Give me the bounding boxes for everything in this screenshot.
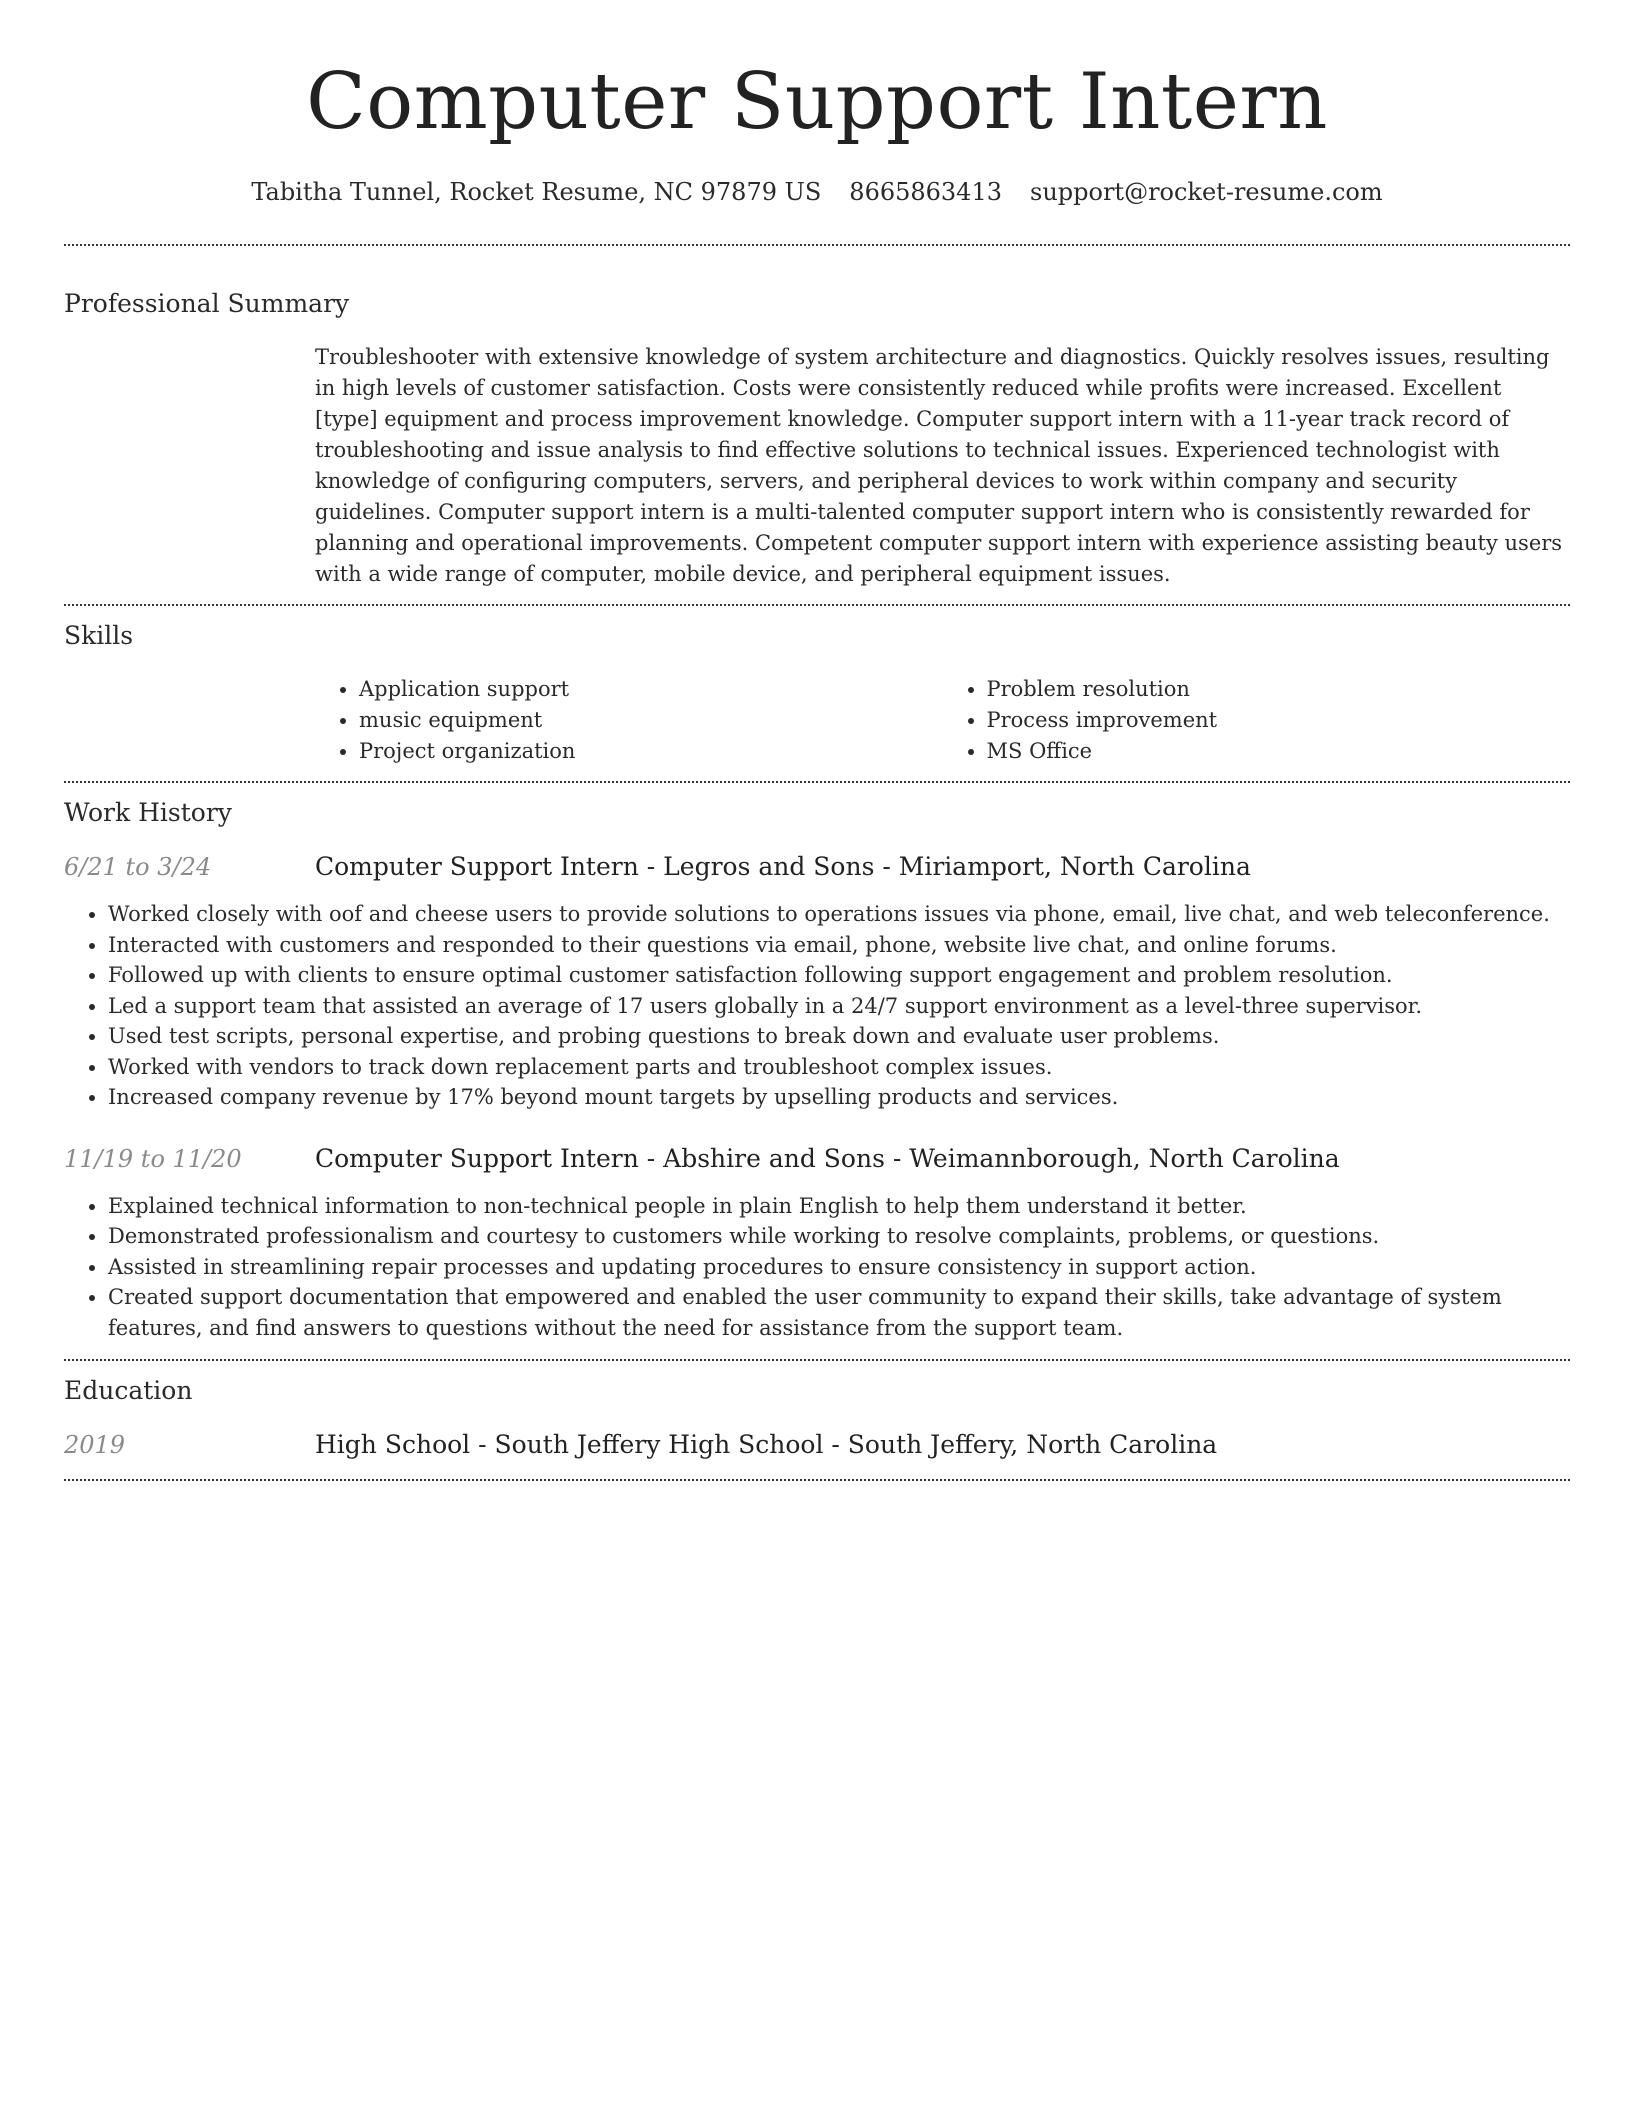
section-heading-work: Work History bbox=[64, 798, 232, 827]
job-dates: 11/19 to 11/20 bbox=[64, 1144, 242, 1173]
education-year: 2019 bbox=[64, 1431, 126, 1459]
job-header-row bbox=[64, 1141, 1570, 1177]
job-bullet: • Interacted with customers and responded to their questions via email, phone, website live chat, and online forums. bbox=[108, 930, 1570, 961]
job-bullet: • Followed up with clients to ensure optimal customer satisfaction following support engagement and problem resolution. bbox=[108, 960, 1570, 991]
job-bullet: • Assisted in streamlining repair processes and updating procedures to ensure consistency in support action. bbox=[108, 1252, 1570, 1283]
contact-email: support@rocket-resume.com bbox=[1030, 178, 1383, 206]
contact-address: Tabitha Tunnel, Rocket Resume, NC 97879 US bbox=[251, 178, 822, 206]
job-bullet: • Increased company revenue by 17% beyond mount targets by upselling products and services. bbox=[108, 1082, 1570, 1113]
skill-item: • Application support bbox=[359, 674, 943, 705]
job-bullet: • Worked closely with oof and cheese users to provide solutions to operations issues via phone, email, live chat, and web teleconference. bbox=[108, 899, 1570, 930]
skill-item: • Project organization bbox=[359, 736, 943, 767]
section-heading-education: Education bbox=[64, 1376, 193, 1405]
job-bullet: • Created support documentation that empowered and enabled the user community to expand their skills, take advantage of system features, and find answers to questions without the need for assistance from the support team. bbox=[108, 1282, 1570, 1343]
summary-text: Troubleshooter with extensive knowledge of system architecture and diagnostics. Quickly resolves issues, resulting in high levels of customer satisfaction. Costs were consistently reduced while profits were increased. Excellent [type] equipment and process improvement knowledge. Computer support intern with a 11-year track record of troubleshooting and issue analysis to find effective solutions to technical issues. Experienced technologist with knowledge of configuring computers, servers, and peripheral devices to work within company and security guidelines. Computer support intern is a multi-talented computer support intern who is consistently rewarded for planning and operational improvements. Competent computer support intern with experience assisting beauty users with a wide range of computer, mobile device, and peripheral equipment issues. bbox=[315, 345, 1563, 586]
section-heading-skills: Skills bbox=[64, 621, 134, 650]
job-bullet: • Used test scripts, personal expertise, and probing questions to break down and evaluate user problems. bbox=[108, 1021, 1570, 1052]
job-title: Computer Support Intern - Abshire and Sons - Weimannborough, North Carolina bbox=[315, 1143, 1340, 1173]
resume-page bbox=[64, 0, 1570, 1481]
job-bullet: • Demonstrated professionalism and courtesy to customers while working to resolve complaints, problems, or questions. bbox=[108, 1221, 1570, 1252]
skills-column-right bbox=[943, 674, 1571, 767]
job-bullets bbox=[64, 1191, 1570, 1360]
job-title: Computer Support Intern - Legros and Sons - Miriamport, North Carolina bbox=[315, 852, 1251, 881]
job-dates: 6/21 to 3/24 bbox=[64, 853, 212, 881]
education-section bbox=[64, 1361, 1570, 1479]
divider bbox=[64, 1479, 1570, 1481]
skill-item: • music equipment bbox=[359, 705, 943, 736]
contact-phone: 8665863413 bbox=[849, 178, 1002, 206]
education-title: High School - South Jeffery High School - South Jeffery, North Carolina bbox=[315, 1430, 1218, 1459]
job-entry bbox=[64, 1141, 1570, 1360]
resume-title: Computer Support Intern bbox=[306, 57, 1328, 147]
skill-item: • MS Office bbox=[987, 736, 1571, 767]
job-bullet: • Led a support team that assisted an average of 17 users globally in a 24/7 support environment as a level-three supervisor. bbox=[108, 991, 1570, 1022]
job-bullet: • Worked with vendors to track down replacement parts and troubleshoot complex issues. bbox=[108, 1052, 1570, 1083]
education-entry bbox=[64, 1427, 1570, 1479]
skills-column-left bbox=[315, 674, 943, 767]
job-bullet: • Explained technical information to non-technical people in plain English to help them understand it better. bbox=[108, 1191, 1570, 1222]
work-history-section bbox=[64, 783, 1570, 1359]
job-header-row bbox=[64, 849, 1570, 885]
skills-section bbox=[64, 606, 1570, 781]
section-heading-summary: Professional Summary bbox=[64, 289, 350, 318]
skills-grid bbox=[315, 674, 1570, 781]
job-bullets bbox=[64, 899, 1570, 1113]
skill-item: • Process improvement bbox=[987, 705, 1571, 736]
skill-item: • Problem resolution bbox=[987, 674, 1571, 705]
contact-line bbox=[64, 174, 1570, 210]
professional-summary-section bbox=[64, 246, 1570, 604]
job-entry bbox=[64, 849, 1570, 1113]
